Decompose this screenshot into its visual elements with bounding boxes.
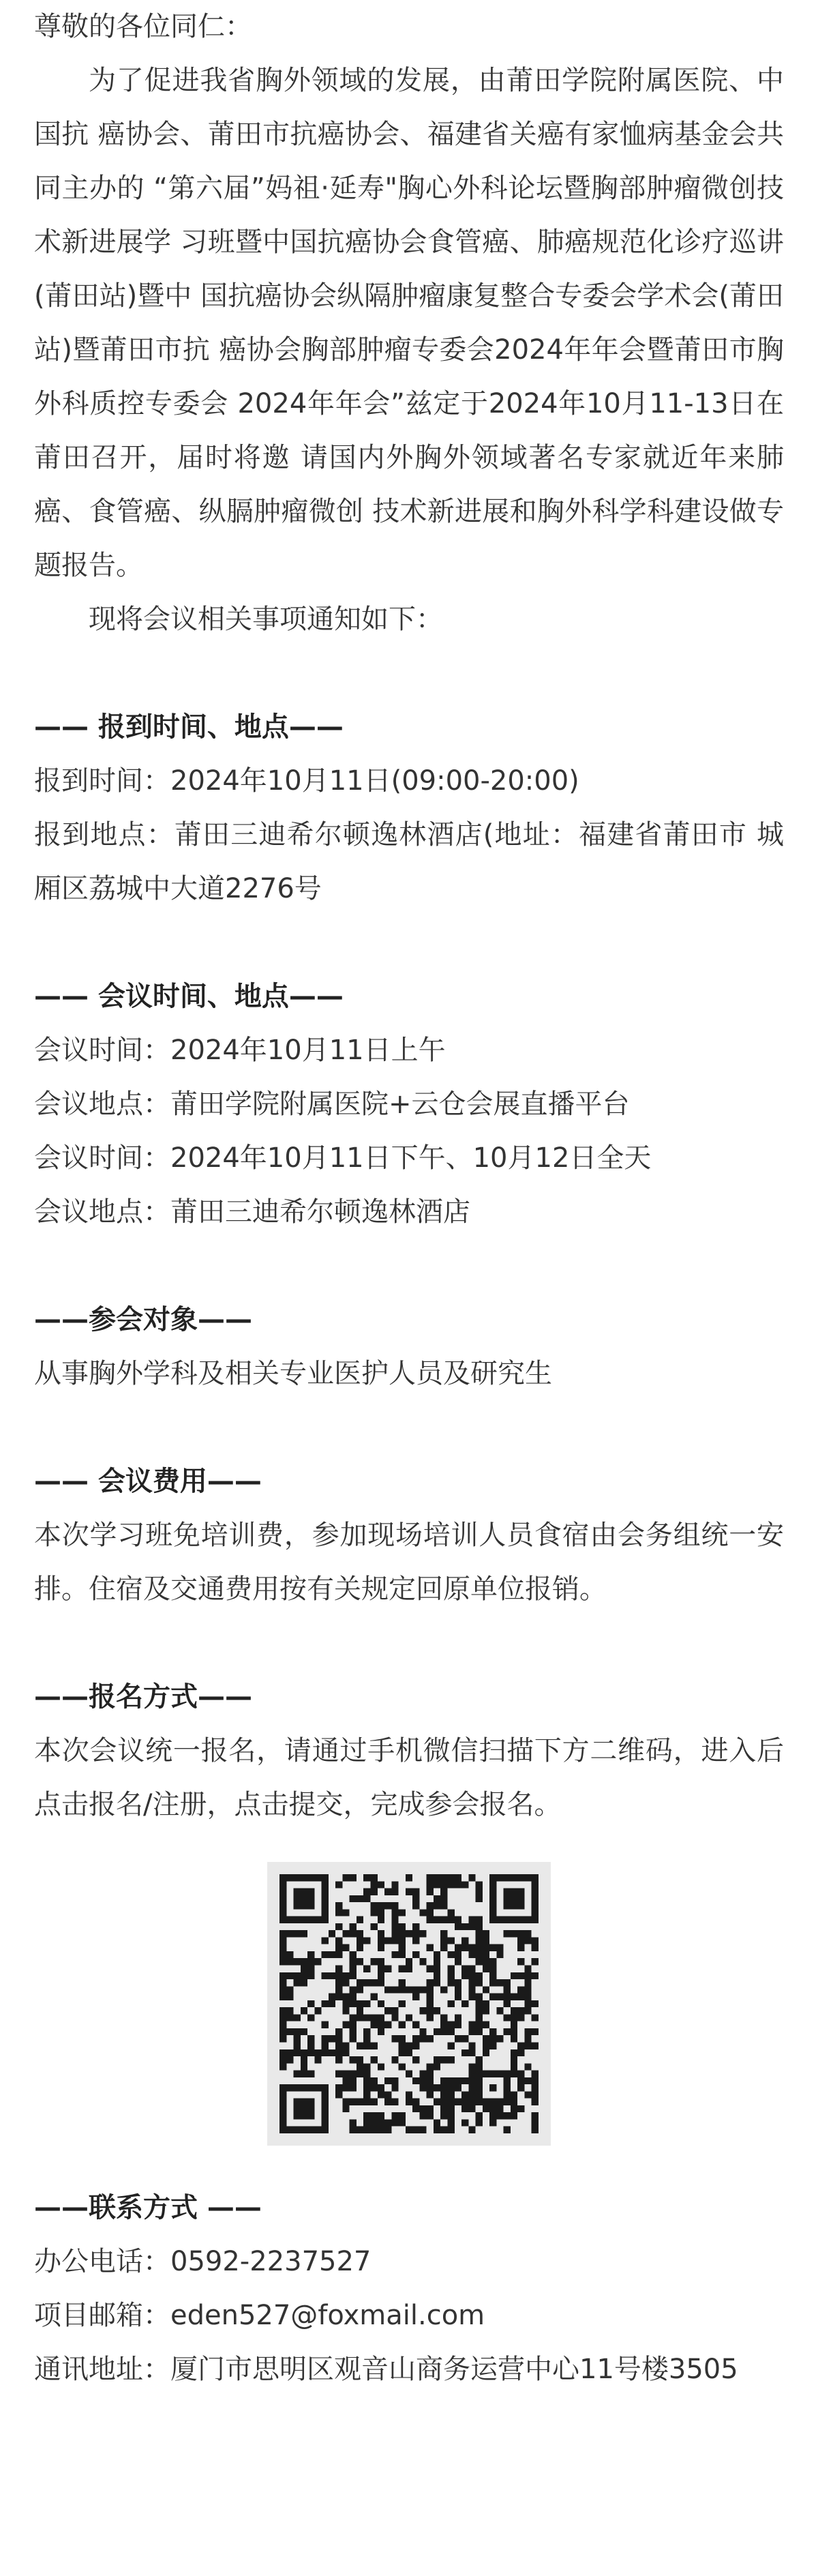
meeting-time-1: 会议时间：2024年10月11日上午 — [34, 1035, 446, 1066]
spacer — [34, 1239, 784, 1293]
contact-email[interactable]: 项目邮箱：eden527@foxmail.com — [34, 2300, 485, 2331]
qr-code-graphic — [279, 1874, 539, 2133]
meeting-time-2: 会议时间：2024年10月11日下午、10月12日全天 — [34, 1142, 652, 1174]
meeting-place-2: 会议地点：莆田三迪希尔顿逸林酒店 — [34, 1196, 470, 1228]
contact-heading: ——联系方式 —— — [34, 2192, 262, 2223]
contact-phone: 办公电话：0592-2237527 — [34, 2246, 372, 2277]
audience-text: 从事胸外学科及相关专业医护人员及研究生 — [34, 1358, 552, 1389]
contact-address: 通讯地址：厦门市思明区观音山商务运营中心11号楼3505 — [34, 2354, 738, 2385]
qr-code-icon[interactable] — [267, 1862, 551, 2146]
registration-heading: —— 报到时间、地点—— — [34, 711, 344, 743]
intro-paragraph: 为了促进我省胸外领域的发展，由莆田学院附属医院、中国抗 癌协会、莆田市抗癌协会、福建省关癌有家恤病基金会共同主办的 “第六届”妈祖·延寿"胸心外科论坛暨胸部肿瘤微创技术新进展学 习班暨中国抗癌协会食管癌、肺癌规范化诊疗巡讲(莆田站)暨中 国抗癌协会纵隔肿瘤康复整合专委会学术会(莆田站)暨莆田市抗 癌协会胸部肿瘤专委会2024年年会暨莆田市胸外科质控专委会 2024年年会”兹定于2024年10月11-13日在莆田召开，届时将邀 请国内外胸外领域著名专家就近年来肺癌、食管癌、纵膈肿瘤微创 技术新进展和胸外科学科建设做专题报告。 — [34, 65, 784, 581]
meeting-heading: —— 会议时间、地点—— — [34, 981, 344, 1012]
spacer — [34, 1616, 784, 1670]
audience-heading: ——参会对象—— — [34, 1304, 252, 1335]
fees-text: 本次学习班免培训费，参加现场培训人员食宿由会务组统一安排。住宿及交通费用按有关规定回原单位报销。 — [34, 1520, 784, 1605]
fees-heading: —— 会议费用—— — [34, 1466, 262, 1497]
spacer — [34, 916, 784, 970]
spacer — [34, 1401, 784, 1455]
spacer — [34, 647, 784, 700]
signup-text: 本次会议统一报名，请通过手机微信扫描下方二维码，进入后点击报名/注册，点击提交，完成参会报名。 — [34, 1735, 784, 1820]
qr-code-container — [34, 1862, 784, 2146]
registration-time: 报到时间：2024年10月11日(09:00-20:00) — [34, 765, 579, 797]
greeting: 尊敬的各位同仁： — [34, 11, 252, 42]
notice-lead: 现将会议相关事项通知如下： — [89, 604, 443, 635]
meeting-place-1: 会议地点：莆田学院附属医院+云仓会展直播平台 — [34, 1089, 630, 1120]
registration-place: 报到地点：莆田三迪希尔顿逸林酒店(地址：福建省莆田市 城厢区荔城中大道2276号 — [34, 819, 784, 904]
signup-heading: ——报名方式—— — [34, 1681, 252, 1713]
